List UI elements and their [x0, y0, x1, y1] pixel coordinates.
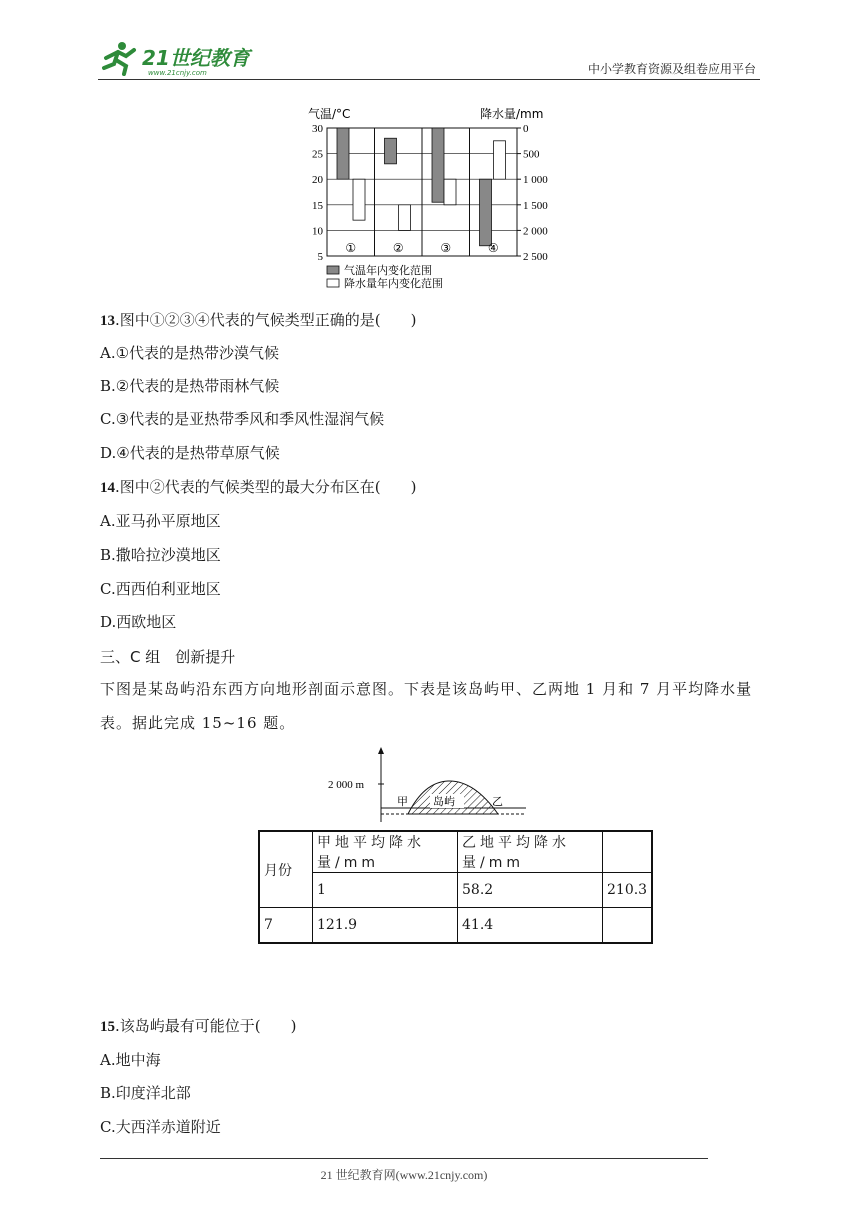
left-tick-label: 15: [312, 199, 323, 212]
header-yi-text: 乙地平均降水量/mm: [462, 835, 570, 871]
east-label: 乙: [492, 795, 503, 808]
q13-text: .图中①②③④代表的气候类型正确的是( ): [115, 311, 417, 329]
precip-range-bar: [399, 205, 411, 231]
right-tick-label: 500: [523, 148, 540, 161]
section-heading: 三、C 组 创新提升: [100, 648, 236, 666]
temp-range-bar: [337, 128, 349, 179]
header-month: 月份: [259, 831, 313, 908]
temp-range-bar: [432, 128, 444, 202]
cell-yi: 41.4: [458, 908, 603, 944]
cell-jia: 58.2: [458, 873, 603, 908]
left-tick-label: 25: [312, 148, 323, 161]
left-tick-label: 10: [312, 225, 323, 238]
q15-option-a: A.地中海: [100, 1051, 161, 1069]
left-axis-label: 气温/°C: [308, 107, 351, 121]
right-tick-label: 1 500: [523, 199, 548, 212]
header-yi: [458, 831, 603, 873]
island-label: 岛屿: [433, 795, 455, 808]
logo-url: www.21cnjy.com: [148, 69, 207, 77]
q15-stem: [100, 1016, 296, 1037]
temp-range-bar: [385, 138, 397, 164]
right-tick-label: 2 500: [523, 251, 548, 263]
site-logo: [98, 38, 258, 78]
footer-divider: [100, 1158, 708, 1159]
q14-stem: [100, 477, 416, 498]
header-jia-text: 甲地平均降水量/mm: [317, 835, 425, 871]
q15-option-b: B.印度洋北部: [100, 1084, 191, 1102]
q14-option-b: B.撒哈拉沙漠地区: [100, 546, 221, 564]
right-axis-label: 降水量/mm: [480, 107, 544, 121]
station-label: ①: [345, 241, 357, 255]
west-label: 甲: [397, 795, 408, 808]
q13-option-a: A.①代表的是热带沙漠气候: [100, 344, 280, 362]
platform-title: 中小学教育资源及组卷应用平台: [587, 62, 756, 76]
precipitation-table: [258, 830, 653, 944]
station-label: ②: [392, 241, 404, 255]
precip-range-bar: [494, 141, 506, 179]
cell-month: 7: [259, 908, 313, 944]
station-label: ④: [487, 241, 499, 255]
legend-temp-label: 气温年内变化范围: [344, 264, 432, 277]
right-tick-label: 1 000: [523, 174, 548, 187]
q13-stem: [100, 310, 416, 331]
left-tick-label: 30: [312, 123, 323, 135]
q15-number: 15: [100, 1019, 115, 1035]
logo-text: 21世纪教育: [142, 46, 250, 70]
table-row: [259, 873, 652, 908]
cell-month: 1: [313, 873, 458, 908]
intro-paragraph: 下图是某岛屿沿东西方向地形剖面示意图。下表是该岛屿甲、乙两地 1 月和 7 月平均降水量表。据此完成 15~16 题。: [100, 680, 753, 732]
temp-range-bar: [480, 179, 492, 246]
climate-chart: [300, 104, 560, 294]
q14-option-d: D.西欧地区: [100, 613, 177, 631]
island-profile-diagram: [326, 744, 532, 824]
table-header-row: [259, 831, 652, 873]
left-tick-label: 5: [317, 251, 323, 263]
q13-number: 13: [100, 313, 115, 329]
station-label: ③: [440, 241, 452, 255]
q15-option-c: C.大西洋赤道附近: [100, 1118, 221, 1136]
table-row: [259, 908, 652, 944]
header-jia: [313, 831, 458, 873]
q14-option-a: A.亚马孙平原地区: [100, 512, 221, 530]
q14-text: .图中②代表的气候类型的最大分布区在( ): [115, 478, 417, 496]
right-tick-label: 0: [523, 123, 529, 135]
cell-yi: 210.3: [603, 873, 653, 908]
q14-option-c: C.西西伯利亚地区: [100, 580, 221, 598]
q13-option-d: D.④代表的是热带草原气候: [100, 444, 280, 462]
axis-arrow-icon: [378, 747, 384, 754]
precip-range-bar: [353, 179, 365, 220]
q14-number: 14: [100, 480, 115, 496]
precip-range-bar: [444, 179, 456, 205]
q13-option-b: B.②代表的是热带雨林气候: [100, 377, 280, 395]
runner-logo-icon: [104, 42, 134, 74]
q15-text: .该岛屿最有可能位于( ): [115, 1017, 297, 1035]
right-tick-label: 2 000: [523, 225, 548, 238]
climate-chart-svg: [300, 104, 560, 294]
legend-precip-swatch: [327, 279, 339, 287]
cell-jia: 121.9: [313, 908, 458, 944]
legend-precip-label: 降水量年内变化范围: [344, 277, 443, 290]
legend-temp-swatch: [327, 266, 339, 274]
footer-text: 21 世纪教育网(www.21cnjy.com): [320, 1168, 488, 1182]
q13-option-c: C.③代表的是亚热带季风和季风性湿润气候: [100, 410, 385, 428]
left-tick-label: 20: [312, 174, 323, 187]
header-divider: [98, 79, 760, 80]
height-label: 2 000 m: [328, 779, 365, 791]
